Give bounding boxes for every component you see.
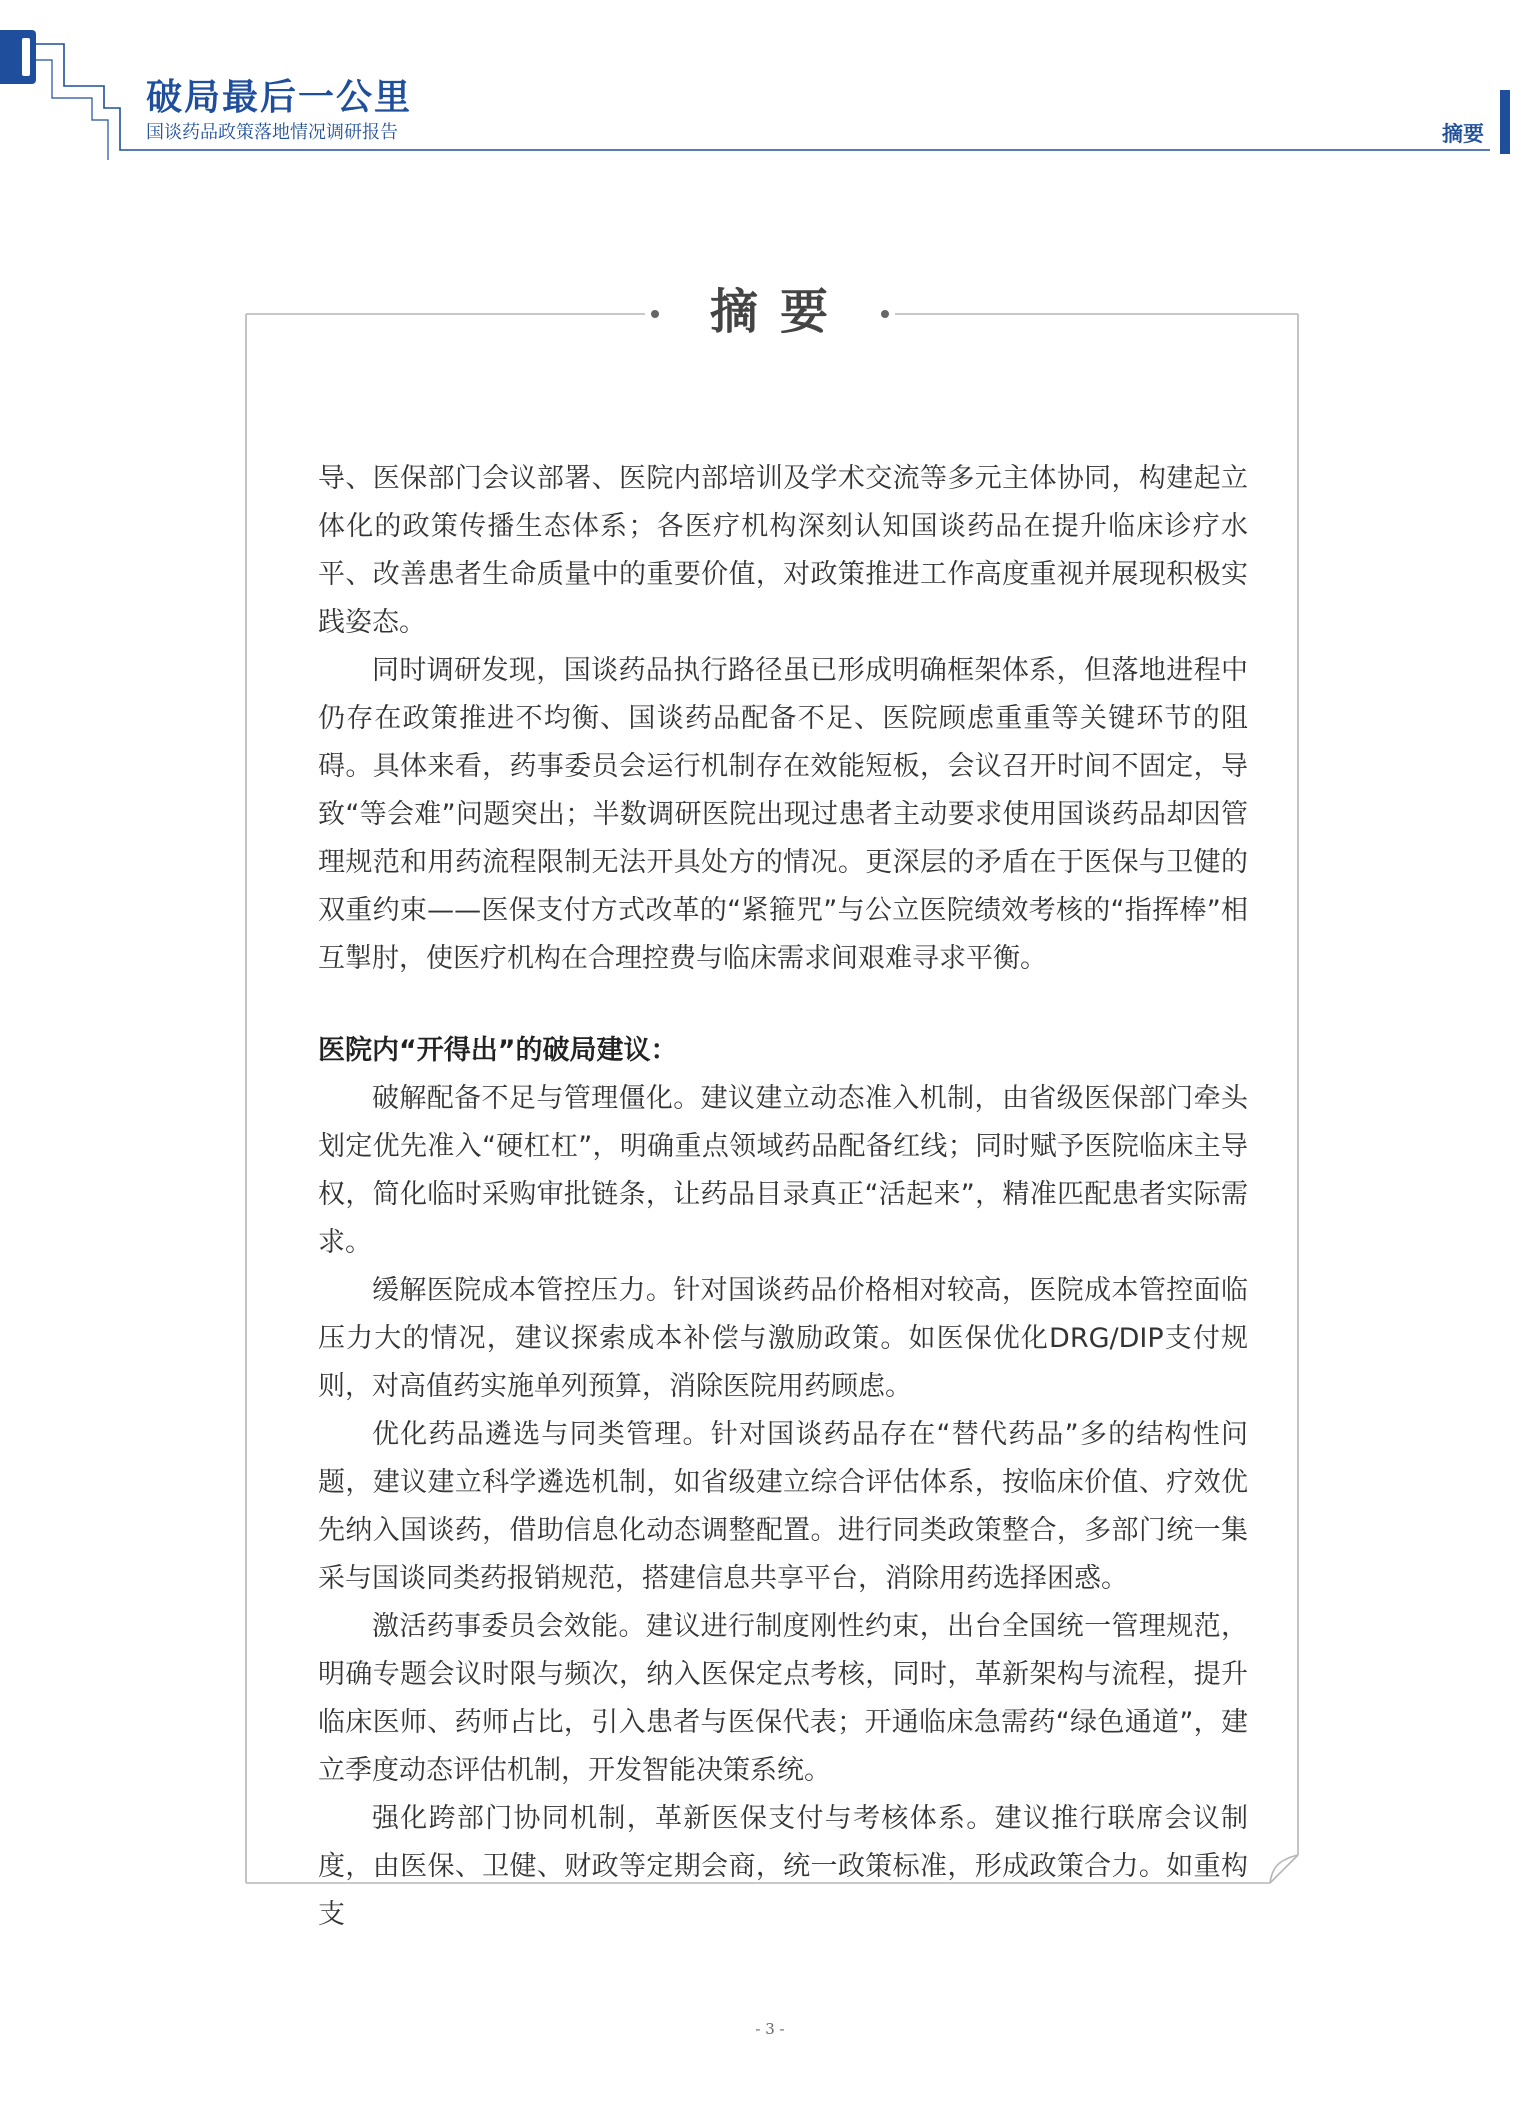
suggestion-paragraph: 优化药品遴选与同类管理。针对国谈药品存在“替代药品”多的结构性问题，建议建立科学遴选机制，如省级建立综合评估体系，按临床价值、疗效优先纳入国谈药，借助信息化动态调整配置。进行同类政策整合，多部门统一集采与国谈同类药报销规范，搭建信息共享平台，消除用药选择困惑。 bbox=[318, 1419, 1248, 1594]
report-title: 破局最后一公里 bbox=[146, 77, 413, 118]
suggestion-paragraph: 缓解医院成本管控压力。针对国谈药品价格相对较高，医院成本管控面临压力大的情况，建议探索成本补偿与激励政策。如医保优化DRG/DIP支付规则，对高值药实施单列预算，消除医院用药顾虑。 bbox=[318, 1275, 1248, 1402]
abstract-title: 摘要 bbox=[709, 284, 850, 340]
suggestion-paragraph: 激活药事委员会效能。建议进行制度刚性约束，出台全国统一管理规范，明确专题会议时限与频次，纳入医保定点考核，同时，革新架构与流程，提升临床医师、药师占比，引入患者与医保代表；开通临床急需药“绿色通道”，建立季度动态评估机制，开发智能决策系统。 bbox=[318, 1611, 1248, 1786]
abstract-body bbox=[318, 455, 1248, 1939]
paragraph: 导、医保部门会议部署、医院内部培训及学术交流等多元主体协同，构建起立体化的政策传播生态体系；各医疗机构深刻认知国谈药品在提升临床诊疗水平、改善患者生命质量中的重要价值，对政策推进工作高度重视并展现积极实践姿态。 bbox=[318, 463, 1248, 638]
section-heading: 医院内“开得出”的破局建议： bbox=[318, 1035, 678, 1066]
section-label: 摘要 bbox=[1442, 122, 1484, 146]
report-subtitle: 国谈药品政策落地情况调研报告 bbox=[146, 122, 398, 143]
suggestion-paragraph: 破解配备不足与管理僵化。建议建立动态准入机制，由省级医保部门牵头划定优先准入“硬杠杠”，明确重点领域药品配备红线；同时赋予医院临床主导权，简化临时采购审批链条，让药品目录真正“活起来”，精准匹配患者实际需求。 bbox=[318, 1083, 1248, 1258]
suggestion-paragraph: 强化跨部门协同机制，革新医保支付与考核体系。建议推行联席会议制度，由医保、卫健、财政等定期会商，统一政策标准，形成政策合力。如重构支 bbox=[318, 1803, 1248, 1930]
paragraph: 同时调研发现，国谈药品执行路径虽已形成明确框架体系，但落地进程中仍存在政策推进不均衡、国谈药品配备不足、医院顾虑重重等关键环节的阻碍。具体来看，药事委员会运行机制存在效能短板，会议召开时间不固定，导致“等会难”问题突出；半数调研医院出现过患者主动要求使用国谈药品却因管理规范和用药流程限制无法开具处方的情况。更深层的矛盾在于医保与卫健的双重约束——医保支付方式改革的“紧箍咒”与公立医院绩效考核的“指挥棒”相互掣肘，使医疗机构在合理控费与临床需求间艰难寻求平衡。 bbox=[318, 655, 1248, 974]
page-number: - 3 - bbox=[755, 2020, 785, 2038]
